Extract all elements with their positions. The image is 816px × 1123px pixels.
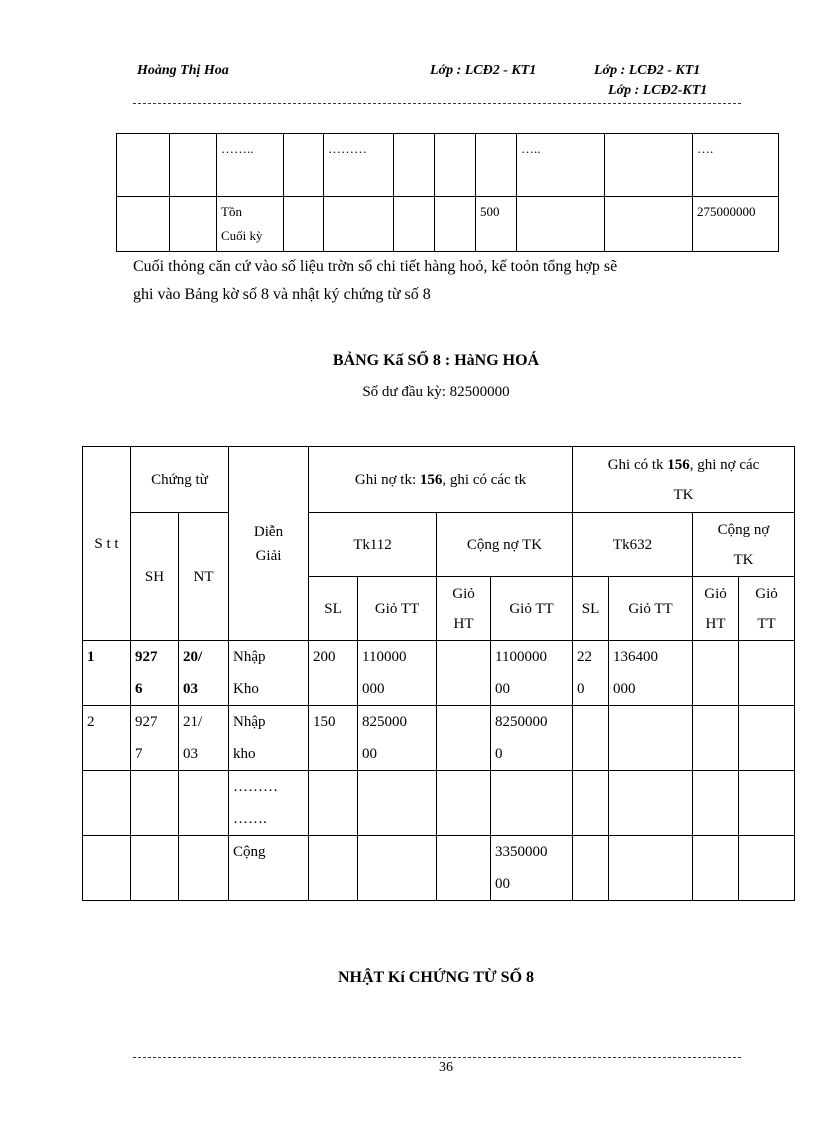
header-dien-giai: Diễn Giải [229, 447, 309, 641]
header-ghi-co: Ghi có tk 156, ghi nợ các TK [573, 447, 795, 513]
bang-ke-title: BẢNG Kấ SỐ 8 : HàNG HOÁ [332, 352, 540, 369]
ledger-table-continued [116, 133, 779, 252]
table-row [117, 134, 779, 197]
header-sh: SH [131, 513, 179, 641]
table-row [117, 197, 779, 252]
header-cong-no-tk-2: Cộng nợ TK [693, 513, 795, 577]
header-ghi-no: Ghi nợ tk: 156, ghi có các tk [309, 447, 573, 513]
class-label-2: Lớp : LCĐ2 - KT1 [594, 63, 701, 78]
header-gia-ht: Giỏ HT [437, 577, 491, 641]
bang-ke-table [82, 446, 795, 901]
cell-ellipsis: …….. [217, 134, 284, 197]
author-name: Hoàng Thị Hoa [137, 63, 229, 78]
header-nt: NT [179, 513, 229, 641]
header-tk112: Tk112 [309, 513, 437, 577]
nhat-ki-title: NHẬT Kí CHỨNG TỪ SỐ 8 [337, 969, 535, 986]
header-gia-tt: Giỏ TT [491, 577, 573, 641]
header-gia-ht: Giỏ HT [693, 577, 739, 641]
cell-ellipsis: ….. [517, 134, 605, 197]
header-gia-tt: Giỏ TT [358, 577, 437, 641]
header-divider [133, 103, 741, 104]
opening-balance: Số dư đầu kỳ: 82500000 [362, 384, 510, 400]
closing-stock-amount: 275000000 [693, 197, 779, 252]
footer-divider [133, 1057, 741, 1058]
page-number: 36 [439, 1060, 453, 1075]
table-row: 1 927 6 20/ 03 Nhập Kho 200 110000 000 1100000 00 22 0 136400 000 [83, 641, 795, 706]
cell-ellipsis: …. [693, 134, 779, 197]
class-label-1: Lớp : LCĐ2 - KT1 [430, 63, 537, 78]
table-row: ……… ……. [83, 771, 795, 836]
total-row: Cộng 3350000 00 [83, 836, 795, 901]
header-gia-tt: Giỏ TT [609, 577, 693, 641]
table-row: 2 927 7 21/ 03 Nhập kho 150 825000 00 8250000 0 [83, 706, 795, 771]
header-cong-no-tk: Cộng nợ TK [437, 513, 573, 577]
header-chung-tu: Chứng từ [131, 447, 229, 513]
header-tk632: Tk632 [573, 513, 693, 577]
class-label-3: Lớp : LCĐ2-KT1 [608, 83, 708, 98]
header-sl: SL [573, 577, 609, 641]
closing-stock-qty: 500 [476, 197, 517, 252]
closing-stock-label: Tồn Cuối kỳ [217, 197, 284, 252]
cell-ellipsis: ……… [324, 134, 394, 197]
header-stt: S t t [83, 447, 131, 641]
header-sl: SL [309, 577, 358, 641]
body-paragraph: Cuối thỏng căn cứ vào số liệu trờn sổ chi tiết hàng hoỏ, kế toỏn tổng hợp sẽ ghi vào Bảng kờ số 8 và nhật ký chứng từ số 8 [133, 258, 618, 303]
header-gia-tt-2: Giỏ TT [739, 577, 795, 641]
